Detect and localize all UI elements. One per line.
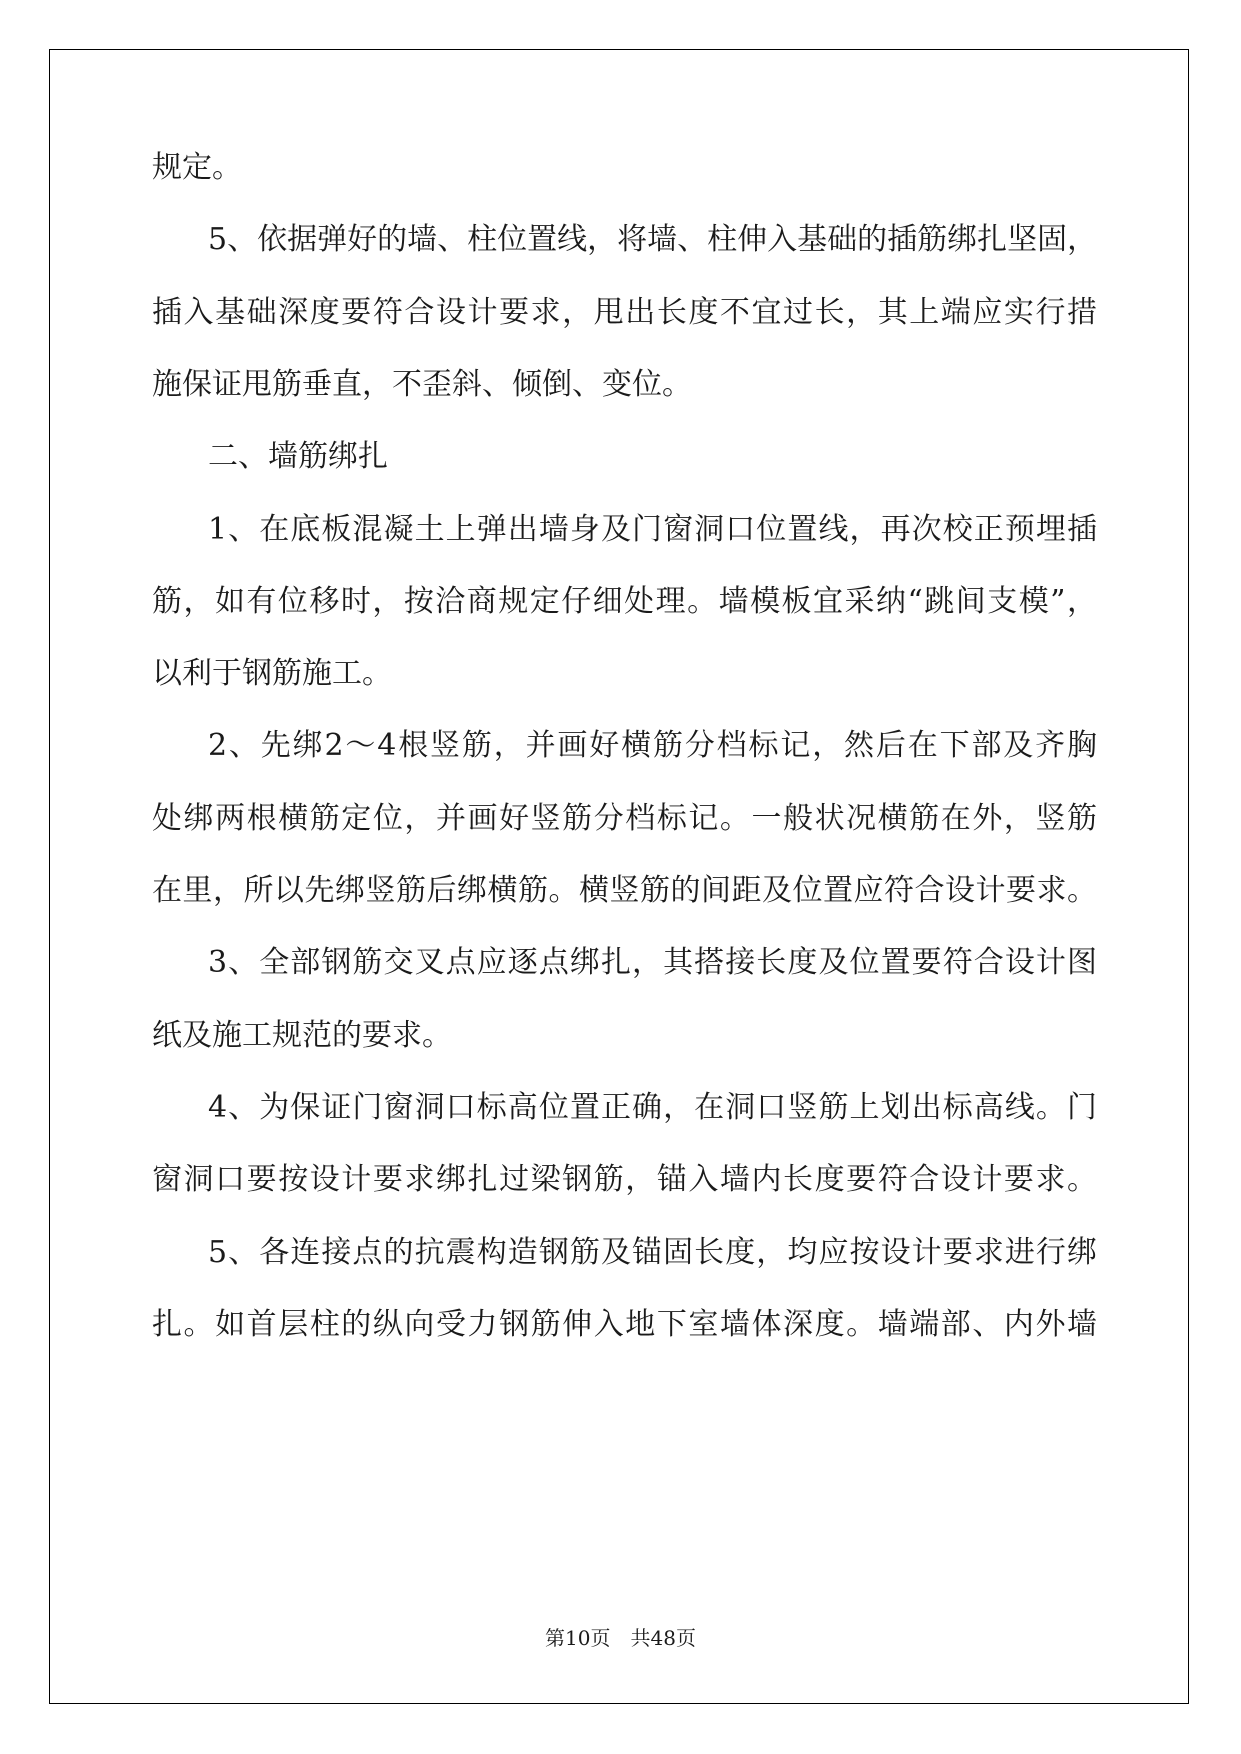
- text-line: 扎。如首层柱的纵向受力钢筋伸入地下室墙体深度。墙端部、内外墙: [152, 1306, 1097, 1342]
- page-footer: 第10页 共48页: [545, 1626, 696, 1650]
- text-line: 在里，所以先绑竖筋后绑横筋。横竖筋的间距及位置应符合设计要求。: [152, 873, 1097, 908]
- text-line: 1、在底板混凝土上弹出墙身及门窗洞口位置线，再次校正预埋插: [208, 511, 1097, 547]
- text-line: 4、为保证门窗洞口标高位置正确，在洞口竖筋上划出标高线。门: [208, 1089, 1097, 1125]
- text-line: 5、各连接点的抗震构造钢筋及锚固长度，均应按设计要求进行绑: [208, 1234, 1097, 1270]
- text-line: 2、先绑2～4根竖筋，并画好横筋分档标记，然后在下部及齐胸: [208, 728, 1097, 764]
- text-line: 纸及施工规范的要求。: [152, 1017, 452, 1053]
- text-line: 插入基础深度要符合设计要求，甩出长度不宜过长，其上端应实行措: [152, 294, 1097, 330]
- text-line: 处绑两根横筋定位，并画好竖筋分档标记。一般状况横筋在外，竖筋: [152, 800, 1097, 836]
- text-line: 5、依据弹好的墙、柱位置线，将墙、柱伸入基础的插筋绑扎坚固，: [208, 222, 1098, 258]
- text-line: 筋，如有位移时，按洽商规定仔细处理。墙模板宜采纳“跳间支模”，: [152, 583, 1097, 619]
- text-line: 以利于钢筋施工。: [152, 656, 392, 692]
- text-line: 3、全部钢筋交叉点应逐点绑扎，其搭接长度及位置要符合设计图: [208, 945, 1097, 981]
- text-line: 施保证甩筋垂直，不歪斜、倾倒、变位。: [152, 366, 692, 402]
- text-line: 二、墙筋绑扎: [208, 439, 388, 475]
- text-line: 规定。: [152, 150, 242, 185]
- text-line: 窗洞口要按设计要求绑扎过梁钢筋，锚入墙内长度要符合设计要求。: [152, 1162, 1097, 1198]
